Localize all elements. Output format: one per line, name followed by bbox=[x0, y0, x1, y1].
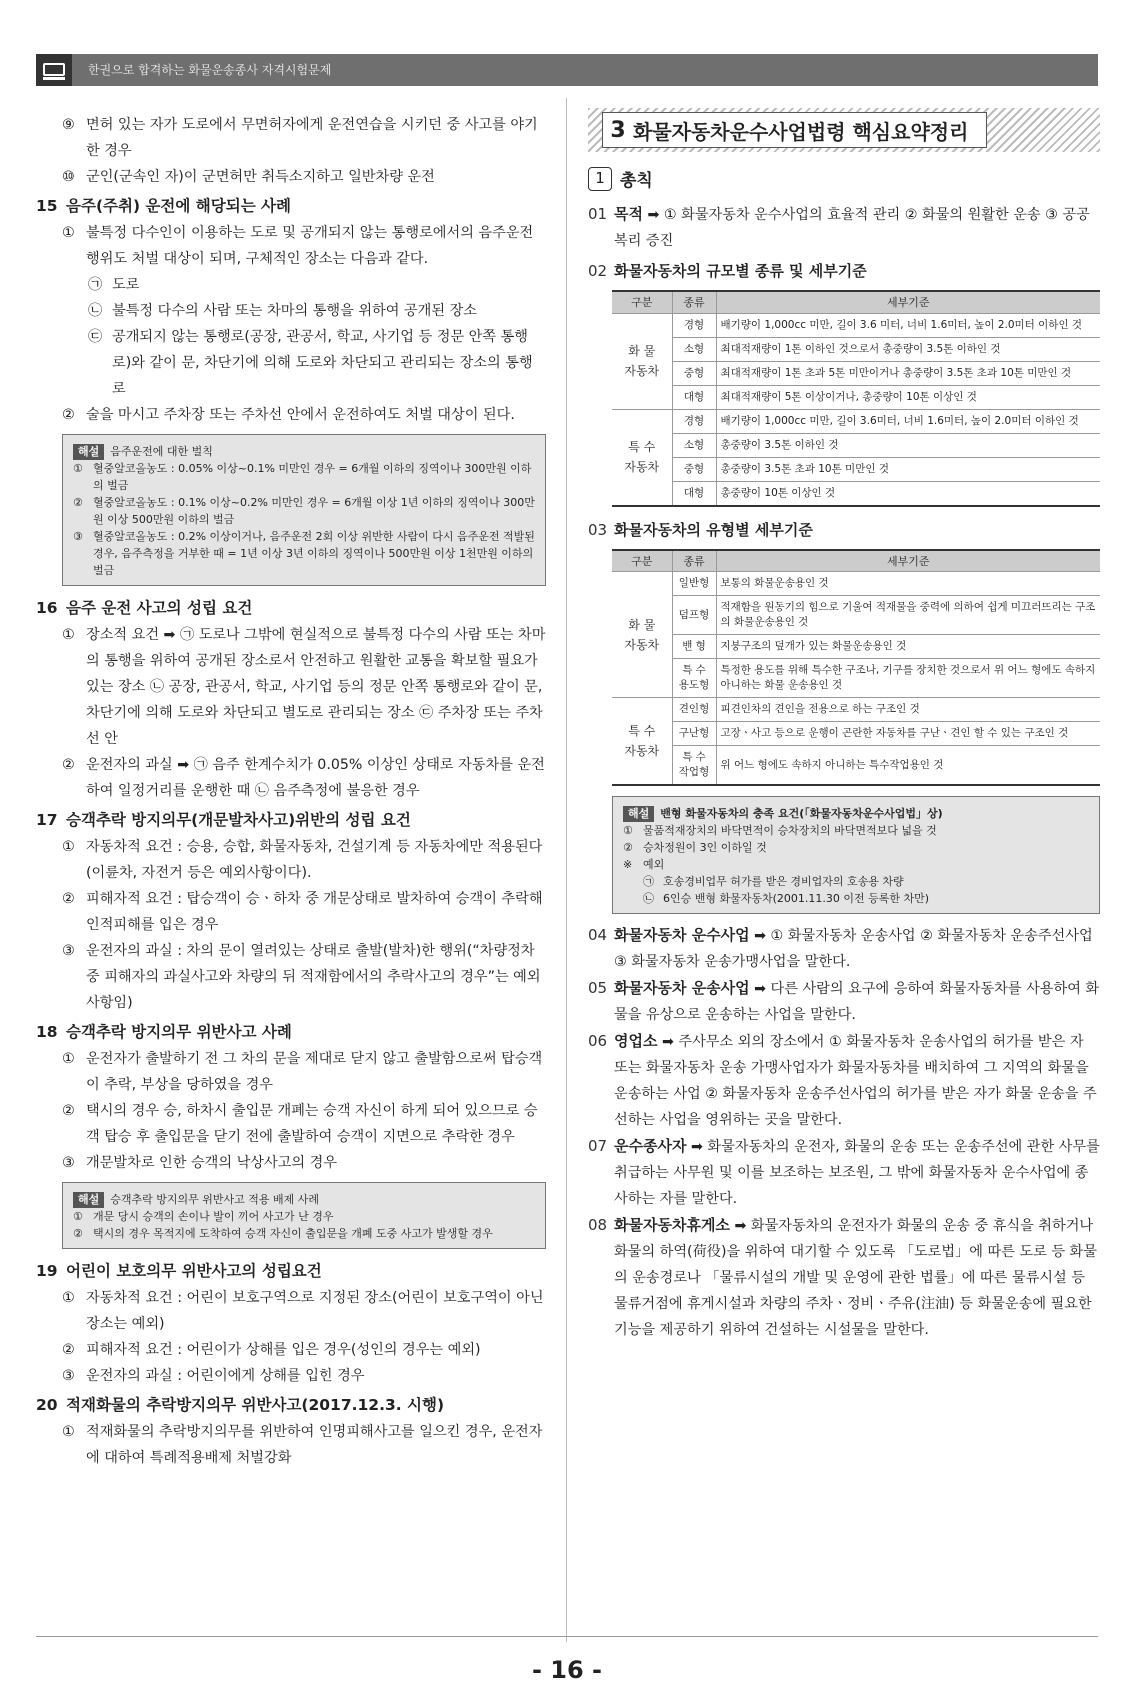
table-kind-cell: 특 수 작업형 bbox=[672, 746, 716, 786]
truck-icon bbox=[36, 54, 72, 86]
list-item: ① 자동차적 요건 : 어린이 보호구역으로 지정된 장소(어린이 보호구역이 아닌 장소는 예외) bbox=[62, 1290, 544, 1332]
table-header: 구분 bbox=[612, 550, 672, 572]
heading-15: 15 음주(주취) 운전에 해당되는 사례 bbox=[36, 197, 292, 215]
list-item: ① 운전자가 출발하기 전 그 차의 문을 제대로 닫지 않고 출발함으로써 탑승객이 추락, 부상을 당하였을 경우 bbox=[62, 1051, 543, 1093]
page-header bbox=[36, 54, 1098, 86]
heading-17: 17 승객추락 방지의무(개문발차사고)위반의 성립 요건 bbox=[36, 811, 411, 829]
table-kind-cell: 대형 bbox=[672, 481, 716, 506]
table-header: 세부기준 bbox=[716, 291, 1100, 313]
table-desc-cell: 최대적재량이 1톤 초과 5톤 미만이거나 총중량이 3.5톤 초과 10톤 미만인 것 bbox=[716, 361, 1100, 385]
table-desc-cell: 최대적재량이 5톤 이상이거나, 총중량이 10톤 이상인 것 bbox=[716, 385, 1100, 409]
type-spec-table bbox=[612, 549, 1100, 787]
item-03: 03 화물자동차의 유형별 세부기준 bbox=[588, 520, 813, 539]
list-item: ⑨ 면허 있는 자가 도로에서 무면허자에게 운전연습을 시키던 중 사고를 야기한 경우 bbox=[62, 117, 538, 159]
table-kind-cell: 소형 bbox=[672, 433, 716, 457]
table-desc-cell: 피견인차의 견인을 전용으로 하는 구조인 것 bbox=[716, 698, 1100, 722]
table-header: 세부기준 bbox=[716, 550, 1100, 572]
list-item: ① 불특정 다수인이 이용하는 도로 및 공개되지 않는 통행로에서의 음주운전 행위도 처벌 대상이 되며, 구체적인 장소는 다음과 같다. bbox=[62, 225, 534, 267]
section-title: 3 화물자동차운수사업법령 핵심요약정리 bbox=[588, 108, 1100, 152]
page-number: - 16 - bbox=[531, 1656, 603, 1684]
item-04: 04 화물자동차 운수사업 ➡ ① 화물자동차 운송사업 ② 화물자동차 운송주선사업 ③ 화물자동차 운송가맹사업을 말한다. bbox=[588, 926, 1093, 970]
table-row bbox=[612, 572, 1100, 596]
list-item: ㉢ 공개되지 않는 통행로(공장, 관공서, 학교, 사기업 등 정문 안쪽 통행로)와 같이 문, 차단기에 의해 도로와 차단되고 관리되는 장소의 통행로 bbox=[88, 329, 533, 397]
item-05: 05 화물자동차 운송사업 ➡ 다른 사람의 요구에 응하여 화물자동차를 사용하여 화물을 유상으로 운송하는 사업을 말한다. bbox=[588, 979, 1100, 1023]
table-row bbox=[612, 596, 1100, 635]
heading-18: 18 승객추락 방지의무 위반사고 사례 bbox=[36, 1023, 292, 1041]
column-divider bbox=[566, 98, 567, 1642]
list-item: ㉡ 불특정 다수의 사람 또는 차마의 통행을 위하여 공개된 장소 bbox=[88, 303, 478, 319]
item-08: 08 화물자동차휴게소 ➡ 화물자동차의 운전자가 화물의 운송 중 휴식을 취하거나 화물의 하역(荷役)을 위하여 대기할 수 있도록 「도로법」에 따른 도로 등 화물의 운송경로나 「물류시설의 개발 및 운영에 관한 법률」에 따른 물류시설 등 물류거점에 휴게시설과 차량의 주차ㆍ정비ㆍ주유(注油) 등 화물운송에 필요한 기능을 제공하기 위하여 건설하는 시설물을 말한다. bbox=[588, 1216, 1097, 1338]
table-row bbox=[612, 433, 1100, 457]
table-desc-cell: 특정한 용도를 위해 특수한 구조나, 기구를 장치한 것으로서 위 어느 형에도 속하지 아니하는 화물 운송용인 것 bbox=[716, 659, 1100, 698]
table-desc-cell: 배기량이 1,000cc 미만, 길이 3.6 미터, 너비 1.6미터, 높이 2.0미터 이하인 것 bbox=[716, 313, 1100, 337]
table-row bbox=[612, 481, 1100, 506]
table-row bbox=[612, 659, 1100, 698]
table-kind-cell: 견인형 bbox=[672, 698, 716, 722]
note-box: 해설 음주운전에 대한 벌칙 ① 혈중알코올농도 : 0.05% 이상~0.1% 미만인 경우 = 6개월 이하의 징역이나 300만원 이하의 벌금 ② 혈중알코올농도 : 0.1% 이상~0.2% 미만인 경우 = 6개월 이상 1년 이하의 징역이나 300만원 이상 500만원 이하의 벌금 ③ 혈중알코올농도 : 0.2% 이상이거나, 음주운전 2회 이상 위반한 사람이 다시 음주운전 적발된 경우, 음주측정을 거부한 때 = 1년 이상 3년 이하의 징역이나 500만원 이상 1천만원 이하의 벌금 bbox=[62, 434, 546, 586]
list-item: ③ 운전자의 과실 : 어린이에게 상해를 입힌 경우 bbox=[62, 1368, 365, 1384]
table-kind-cell: 구난형 bbox=[672, 722, 716, 746]
heading-16: 16 음주 운전 사고의 성립 요건 bbox=[36, 599, 253, 617]
subsection-title: 1 총칙 bbox=[588, 166, 1100, 191]
table-desc-cell: 총중량이 10톤 이상인 것 bbox=[716, 481, 1100, 506]
table-row bbox=[612, 337, 1100, 361]
right-column bbox=[588, 108, 1100, 1343]
note-box: 해설 승객추락 방지의무 위반사고 적용 배제 사례 ① 개문 당시 승객의 손이나 발이 끼어 사고가 난 경우 ② 택시의 경우 목적지에 도착하여 승객 자신이 출입문을 개폐 도중 사고가 발생할 경우 bbox=[62, 1182, 546, 1249]
header-title: 한권으로 합격하는 화물운송종사 자격시험문제 bbox=[88, 63, 332, 77]
list-item: ② 택시의 경우 승, 하차시 출입문 개폐는 승객 자신이 하게 되어 있으므로 승객 탑승 후 출입문을 닫기 전에 출발하여 승객이 지면으로 추락한 경우 bbox=[62, 1103, 538, 1145]
table-row bbox=[612, 457, 1100, 481]
table-desc-cell: 총중량이 3.5톤 이하인 것 bbox=[716, 433, 1100, 457]
table-kind-cell: 경형 bbox=[672, 313, 716, 337]
list-item: ② 술을 마시고 주차장 또는 주차선 안에서 운전하여도 처벌 대상이 된다. bbox=[62, 407, 515, 423]
table-row bbox=[612, 385, 1100, 409]
table-desc-cell: 지붕구조의 덮개가 있는 화물운송용인 것 bbox=[716, 635, 1100, 659]
table-kind-cell: 중형 bbox=[672, 361, 716, 385]
list-item: ③ 개문발차로 인한 승객의 낙상사고의 경우 bbox=[62, 1155, 338, 1171]
list-item: ㉠ 도로 bbox=[88, 277, 140, 293]
left-column bbox=[36, 112, 546, 1471]
table-kind-cell: 덤프형 bbox=[672, 596, 716, 635]
table-desc-cell: 최대적재량이 1톤 이하인 것으로서 총중량이 3.5톤 이하인 것 bbox=[716, 337, 1100, 361]
list-item: ② 운전자의 과실 ➡ ㉠ 음주 한계수치가 0.05% 이상인 상태로 자동차를 운전하여 일정거리를 운행한 때 ㉡ 음주측정에 불응한 경우 bbox=[62, 757, 545, 799]
footer-line bbox=[36, 1636, 1098, 1637]
list-item: ① 장소적 요건 ➡ ㉠ 도로나 그밖에 현실적으로 불특정 다수의 사람 또는 차마의 통행을 위하여 공개된 장소로서 안전하고 원활한 교통을 확보할 필요가 있는 장소 ㉡ 공장, 관공서, 학교, 사기업 등의 정문 안쪽 통행로와 같이 문, 차단기에 의해 도로와 차단되고 별도로 관리되는 장소 ㉢ 주차장 또는 주차선 안 bbox=[62, 627, 546, 747]
size-spec-table bbox=[612, 290, 1100, 507]
table-group-cell: 특 수 자동차 bbox=[612, 698, 672, 786]
item-01: 01 목적 ➡ ① 화물자동차 운수사업의 효율적 관리 ② 화물의 원활한 운송 ③ 공공복리 증진 bbox=[588, 205, 1090, 249]
table-row bbox=[612, 722, 1100, 746]
table-header: 종류 bbox=[672, 550, 716, 572]
table-header: 구분 bbox=[612, 291, 672, 313]
table-desc-cell: 총중량이 3.5톤 초과 10톤 미만인 것 bbox=[716, 457, 1100, 481]
table-row bbox=[612, 635, 1100, 659]
item-02: 02 화물자동차의 규모별 종류 및 세부기준 bbox=[588, 262, 867, 280]
heading-20: 20 적재화물의 추락방지의무 위반사고(2017.12.3. 시행) bbox=[36, 1396, 445, 1414]
table-kind-cell: 경형 bbox=[672, 409, 716, 433]
table-kind-cell: 일반형 bbox=[672, 572, 716, 596]
list-item: ② 피해자적 요건 : 어린이가 상해를 입은 경우(성인의 경우는 예외) bbox=[62, 1342, 481, 1358]
list-item: ② 피해자적 요건 : 탑승객이 승ㆍ하차 중 개문상태로 발차하여 승객이 추락해 인적피해를 입은 경우 bbox=[62, 891, 543, 933]
table-kind-cell: 대형 bbox=[672, 385, 716, 409]
list-item: ③ 운전자의 과실 : 차의 문이 열려있는 상태로 출발(발차)한 행위(“차량정차 중 피해자의 과실사고와 차량의 뒤 적재함에서의 추락사고의 경우”는 예외사항임) bbox=[62, 943, 541, 1011]
table-desc-cell: 위 어느 형에도 속하지 아니하는 특수작업용인 것 bbox=[716, 746, 1100, 786]
table-row bbox=[612, 361, 1100, 385]
table-group-cell: 특 수 자동차 bbox=[612, 409, 672, 506]
table-row bbox=[612, 409, 1100, 433]
table-kind-cell: 중형 bbox=[672, 457, 716, 481]
table-group-cell: 화 물 자동차 bbox=[612, 572, 672, 698]
table-group-cell: 화 물 자동차 bbox=[612, 313, 672, 409]
list-item: ① 자동차적 요건 : 승용, 승합, 화물자동차, 건설기계 등 자동차에만 적용된다(이륜차, 자전거 등은 예외사항이다). bbox=[62, 839, 543, 881]
table-desc-cell: 배기량이 1,000cc 미만, 길이 3.6미터, 너비 1.6미터, 높이 2.0미터 이하인 것 bbox=[716, 409, 1100, 433]
table-kind-cell: 소형 bbox=[672, 337, 716, 361]
table-row bbox=[612, 746, 1100, 786]
list-item: ① 적재화물의 추락방지의무를 위반하여 인명피해사고를 일으킨 경우, 운전자에 대하여 특례적용배제 처벌강화 bbox=[62, 1424, 543, 1466]
table-desc-cell: 고장ㆍ사고 등으로 운행이 곤란한 자동차를 구난ㆍ견인 할 수 있는 구조인 것 bbox=[716, 722, 1100, 746]
item-07: 07 운수종사자 ➡ 화물자동차의 운전자, 화물의 운송 또는 운송주선에 관한 사무를 취급하는 사무원 및 이를 보조하는 보조원, 그 밖에 화물자동차 운수사업에 종사하는 자를 말한다. bbox=[588, 1137, 1100, 1207]
table-desc-cell: 적재함을 원동기의 힘으로 기울여 적재물을 중력에 의하여 쉽게 미끄러뜨리는 구조의 화물운송용인 것 bbox=[716, 596, 1100, 635]
table-row bbox=[612, 698, 1100, 722]
table-row bbox=[612, 313, 1100, 337]
table-kind-cell: 특 수 용도형 bbox=[672, 659, 716, 698]
table-header: 종류 bbox=[672, 291, 716, 313]
list-item: ⑩ 군인(군속인 자)이 군면허만 취득소지하고 일반차량 운전 bbox=[62, 169, 435, 185]
table-desc-cell: 보통의 화물운송용인 것 bbox=[716, 572, 1100, 596]
table-kind-cell: 밴 형 bbox=[672, 635, 716, 659]
note-box: 해설 밴형 화물자동차의 충족 요건(「화물자동차운수사업법」상) ① 물품적재장치의 바닥면적이 승차장치의 바닥면적보다 넓을 것 ② 승차정원이 3인 이하일 것 ※ 예외 ㉠ 호송경비업무 허가를 받은 경비업자의 호송용 차량 ㉡ 6인승 밴형 화물자동차(2001.11.30 이전 등록한 차만) bbox=[612, 796, 1100, 914]
heading-19: 19 어린이 보호의무 위반사고의 성립요건 bbox=[36, 1262, 322, 1280]
item-06: 06 영업소 ➡ 주사무소 외의 장소에서 ① 화물자동차 운송사업의 허가를 받은 자 또는 화물자동차 운송 가맹사업자가 화물자동차를 배치하여 그 지역의 화물을 운송하는 사업 ② 화물자동차 운송주선사업의 허가를 받은 자가 화물 운송을 주선하는 사업을 영위하는 곳을 말한다. bbox=[588, 1032, 1097, 1128]
